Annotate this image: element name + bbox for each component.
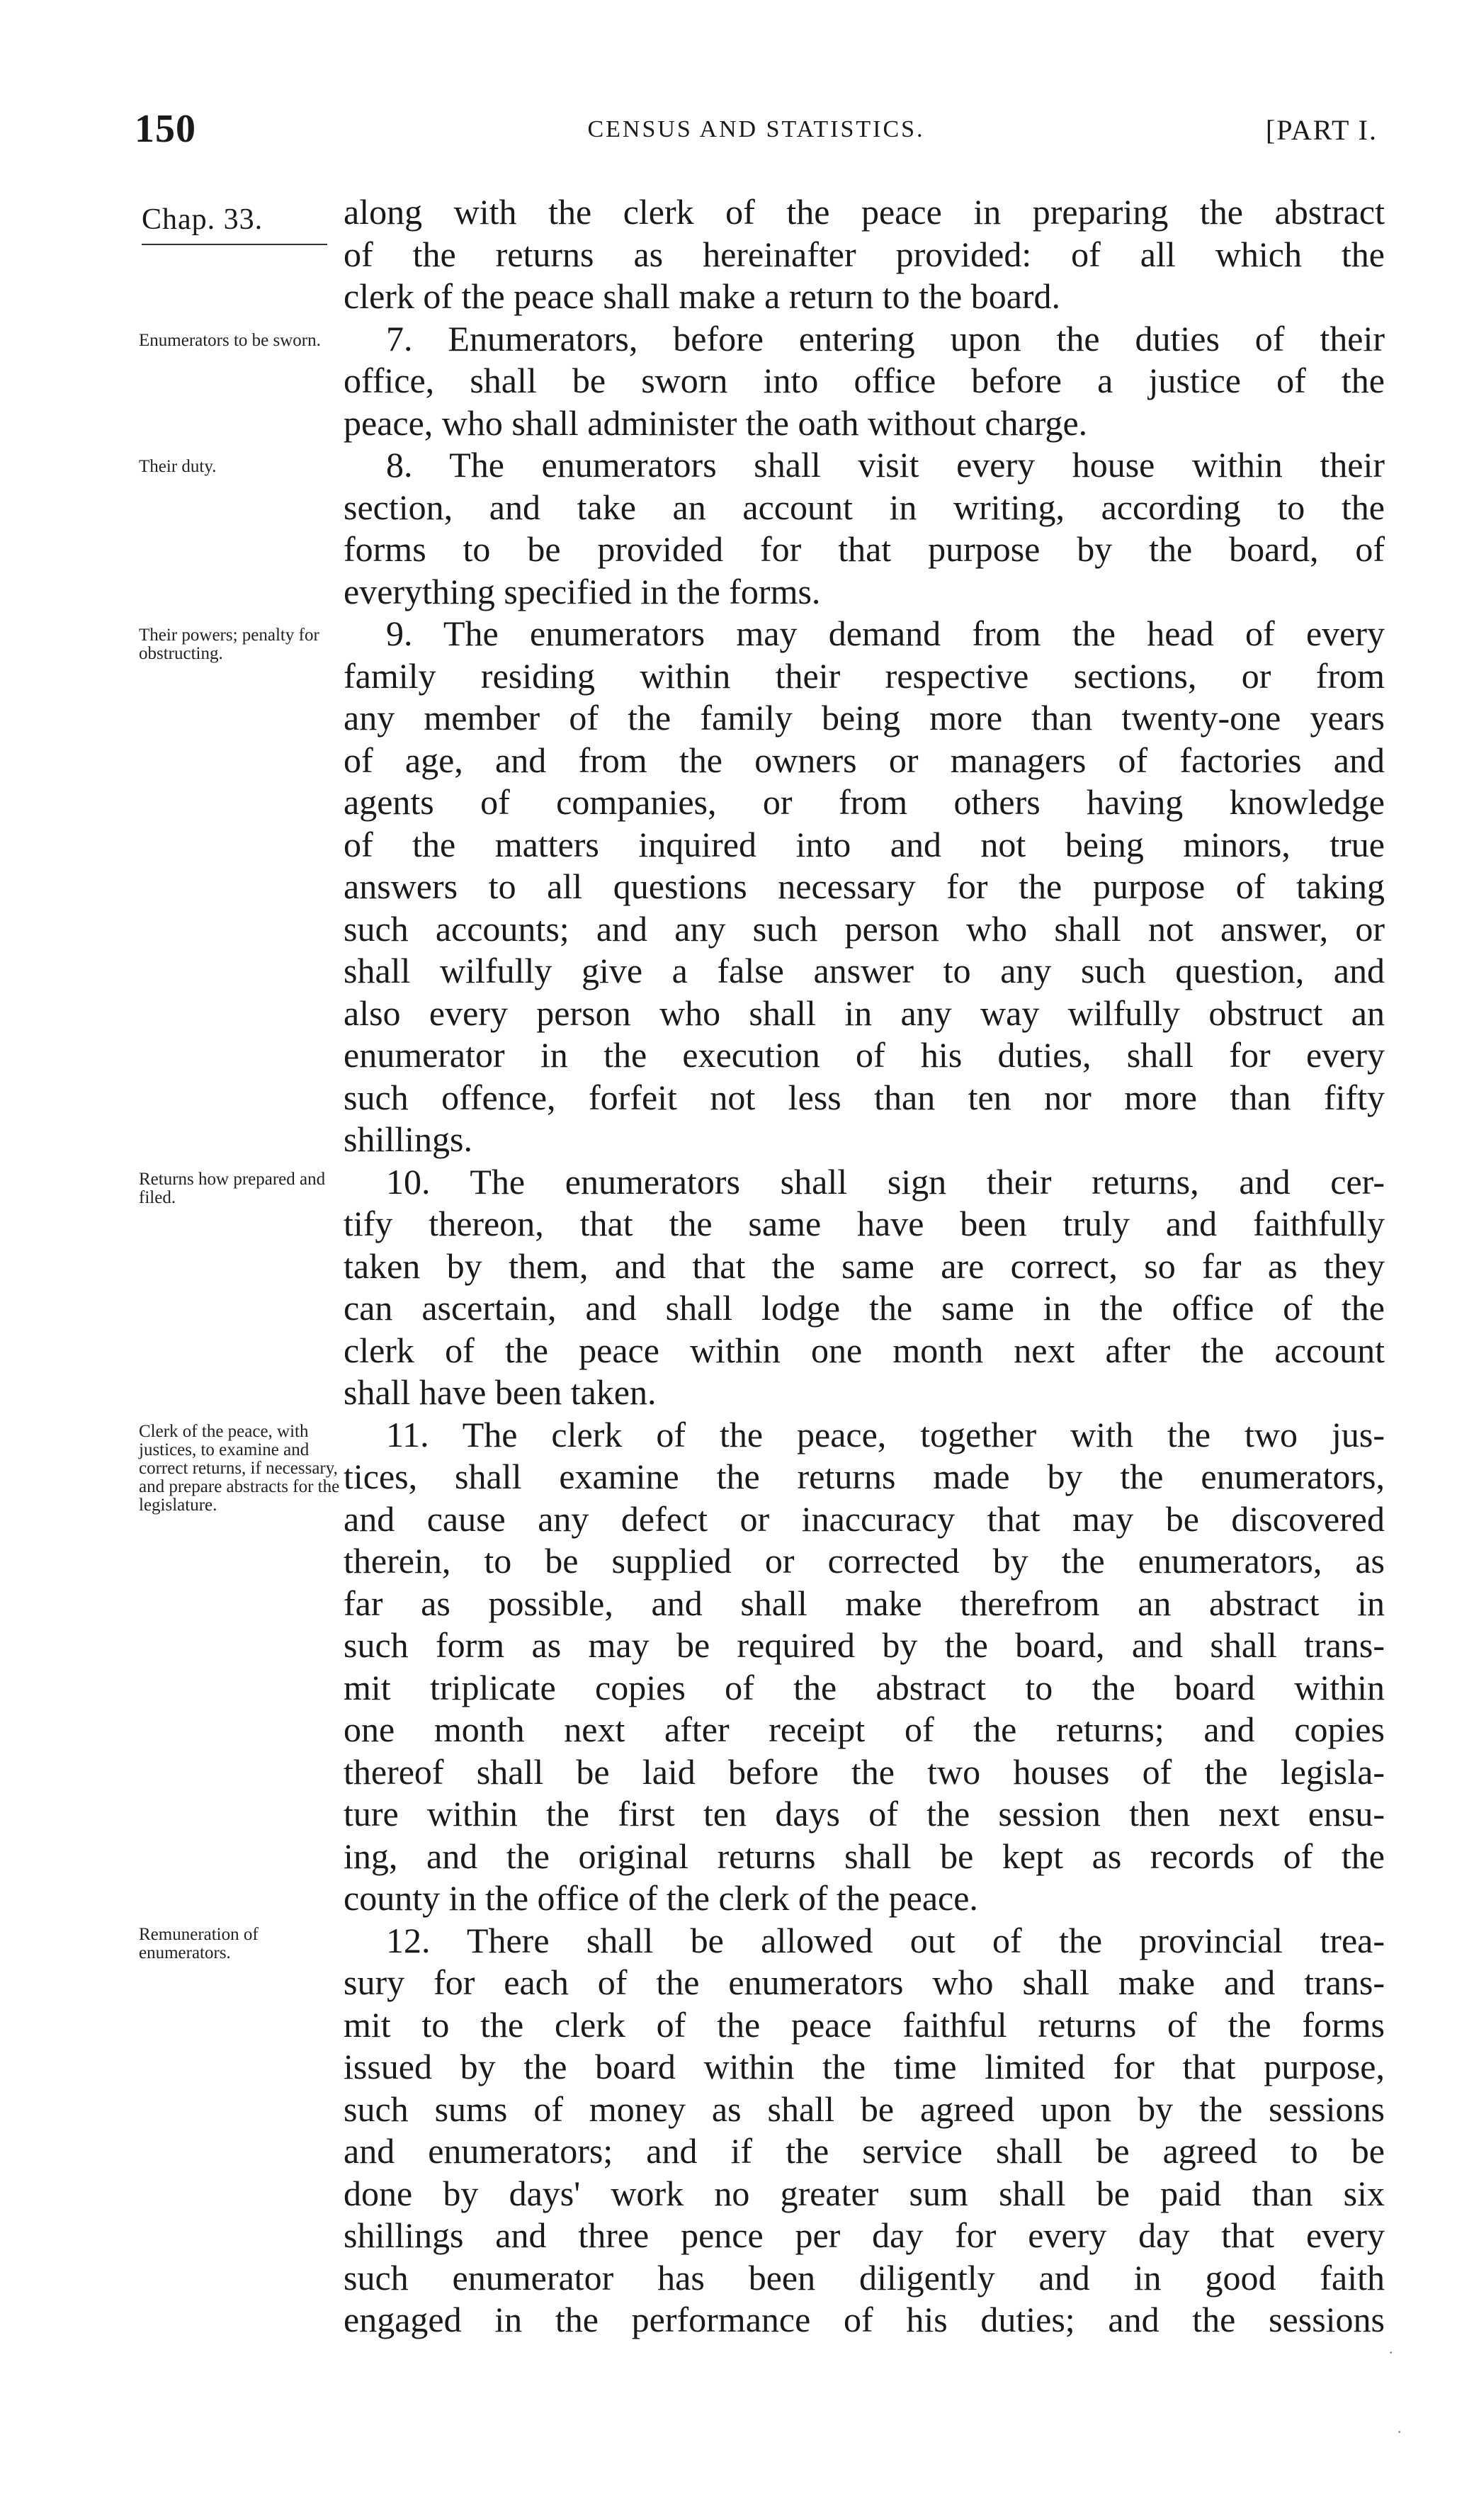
text-line: such enumerator has been diligently and in good faith [344,2257,1385,2298]
text-line: everything specified in the forms. [344,571,821,611]
text-line: and cause any defect or inaccuracy that may be discovered [344,1498,1385,1539]
text-line: such sums of money as shall be agreed upon by the sessions [344,2089,1385,2129]
text-line: engaged in the performance of his duties; and the sessions [344,2300,1385,2339]
margin-note-their-powers: Their powers; penalty for obstructing. [139,626,319,663]
text-line: along with the clerk of the peace in preparing the abstract [344,192,1385,232]
chapter-underline [142,244,327,245]
text-line: 8. The enumerators shall visit every house within their [386,445,1385,485]
text-line: far as possible, and shall make therefrom an abstract in [344,1583,1385,1623]
text-line: forms to be provided for that purpose by the board, of [344,529,1385,569]
text-line: 9. The enumerators may demand from the head of every [386,614,1385,653]
text-line: taken by them, and that the same are correct, so far as they [344,1245,1385,1286]
scan-speck: · [1388,2344,1397,2361]
text-line: enumerator in the execution of his duties, shall for every [344,1035,1385,1075]
text-line: county in the office of the clerk of the peace. [344,1878,978,1918]
text-line: thereof shall be laid before the two houses of the legisla- [344,1751,1385,1792]
text-line: ture within the first ten days of the session then next ensu- [344,1794,1385,1834]
running-header [135,106,1378,163]
text-line: issued by the board within the time limited for that purpose, [344,2047,1385,2086]
text-line: mit to the clerk of the peace faithful returns of the forms [344,2004,1385,2045]
margin-note-returns-filed: Returns how prepared and filed. [139,1170,326,1207]
text-line: family residing within their respective sections, or from [344,655,1385,696]
text-line: mit triplicate copies of the abstract to the board within [344,1667,1385,1707]
text-line: shillings. [344,1119,472,1159]
text-line: peace, who shall administer the oath without charge. [344,402,1088,443]
page-number: 150 [135,107,196,151]
text-line: office, shall be sworn into office before a justice of the [344,361,1385,400]
margin-note-remuneration: Remuneration of enumerators. [139,1925,259,1962]
text-line: 11. The clerk of the peace, together with the two jus- [386,1414,1385,1454]
text-line: and enumerators; and if the service shall be agreed to be [344,2131,1385,2171]
text-line: one month next after receipt of the returns; and copies [344,1710,1385,1749]
text-line: clerk of the peace shall make a return to the board. [344,276,1061,316]
text-line: 10. The enumerators shall sign their returns, and cer- [386,1161,1385,1202]
text-line: such offence, forfeit not less than ten nor more than fifty [344,1077,1385,1117]
text-line: agents of companies, or from others having knowledge [344,782,1385,822]
text-line: any member of the family being more than twenty-one years [344,698,1385,738]
text-line: sury for each of the enumerators who shall make and trans- [344,1962,1385,2002]
text-line: 12. There shall be allowed out of the provincial trea- [386,1920,1385,1960]
text-line: section, and take an account in writing, according to the [344,487,1385,527]
running-title: CENSUS AND STATISTICS. [587,116,925,142]
chapter-heading: Chap. 33. [142,203,263,236]
margin-note-their-duty: Their duty. [139,457,217,476]
text-line: such form as may be required by the board, and shall trans- [344,1625,1385,1665]
scan-speck: · [1397,2423,1405,2441]
text-line: clerk of the peace within one month next after the account [344,1330,1385,1370]
margin-note-clerk-examine: Clerk of the peace, with justices, to examine and correct returns, if necessary, and prepare abstracts for the legislature. [139,1422,340,1515]
margin-note-enumerators-sworn: Enumerators to be sworn. [139,331,321,350]
text-line: of age, and from the owners or managers of factories and [344,740,1385,780]
text-line: done by days' work no greater sum shall be paid than six [344,2173,1385,2213]
text-line: ing, and the original returns shall be kept as records of the [344,1836,1385,1876]
text-line: therein, to be supplied or corrected by the enumerators, as [344,1541,1385,1581]
text-line: tify thereon, that the same have been truly and faithfully [344,1204,1385,1243]
text-line: such accounts; and any such person who shall not answer, or [344,908,1385,949]
text-line: shall have been taken. [344,1372,657,1412]
text-line: shall wilfully give a false answer to any such question, and [344,951,1385,990]
text-line: 7. Enumerators, before entering upon the duties of their [386,318,1385,358]
body-text [344,191,1385,2341]
text-line: also every person who shall in any way wilfully obstruct an [344,993,1385,1033]
text-line: can ascertain, and shall lodge the same in the office of the [344,1288,1385,1328]
text-line: tices, shall examine the returns made by the enumerators, [344,1457,1385,1496]
text-line: of the returns as hereinafter provided: of all which the [344,234,1385,274]
text-line: answers to all questions necessary for the purpose of taking [344,866,1385,906]
part-label: [PART I. [1265,114,1378,146]
text-line: of the matters inquired into and not being minors, true [344,824,1385,864]
text-line: shillings and three pence per day for every day that every [344,2215,1385,2255]
